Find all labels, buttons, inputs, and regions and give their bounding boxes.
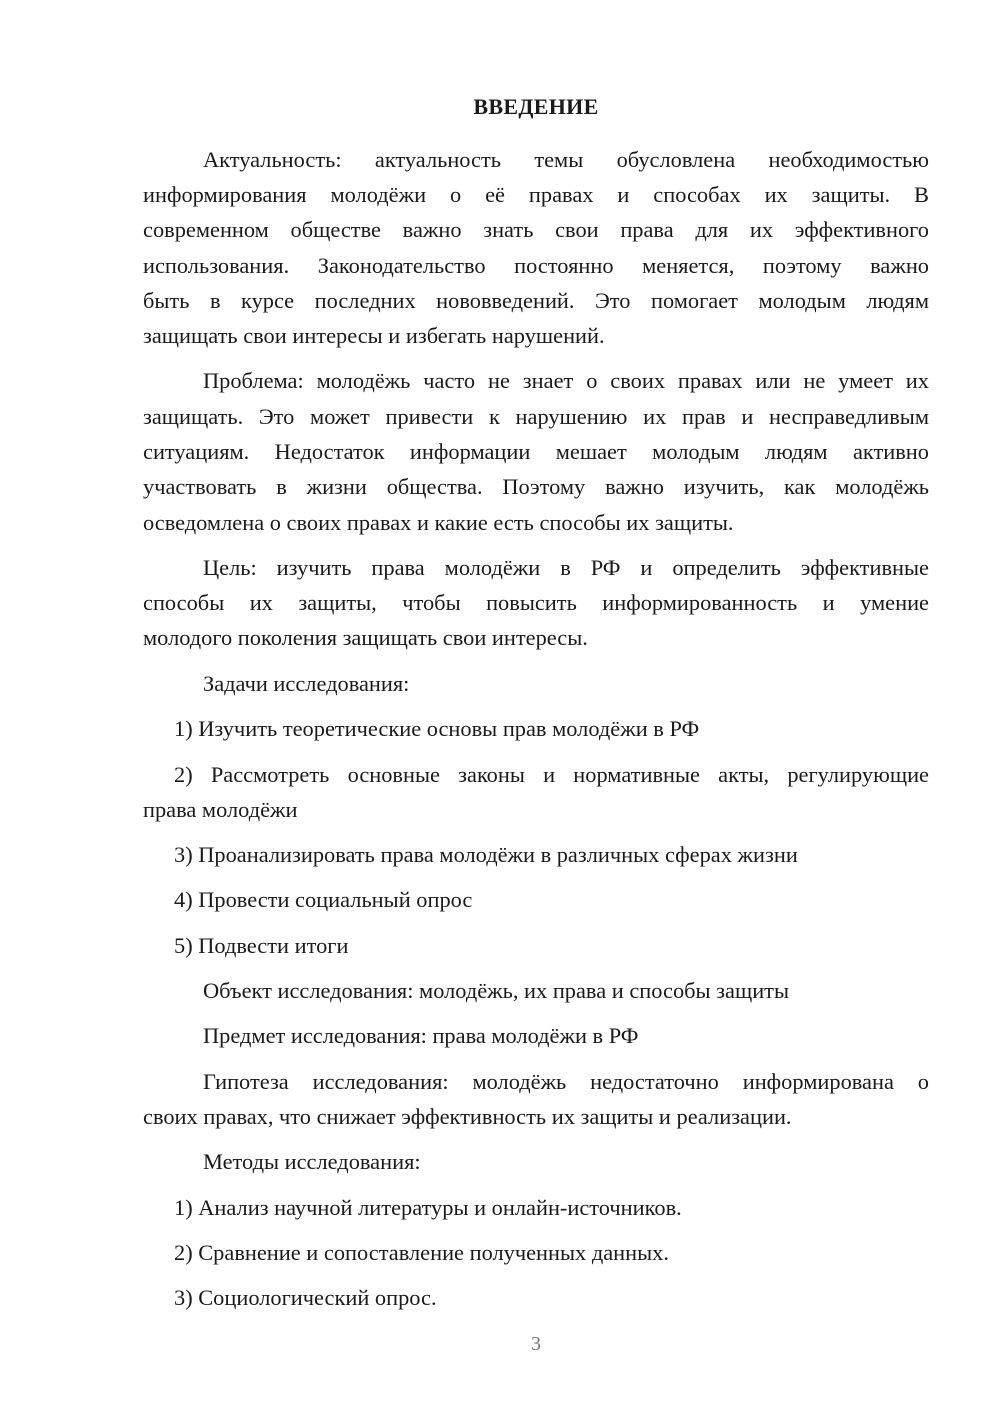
relevance-line-1: Актуальность: актуальность темы обусловлена необходимостью (203, 147, 929, 172)
research-subject: Предмет исследования: права молодёжи в РФ (203, 1023, 639, 1048)
goal-line-3: молодого поколения защищать свои интересы. (143, 625, 588, 650)
methods-heading: Методы исследования: (203, 1149, 421, 1174)
task-item-2-continuation: права молодёжи (143, 797, 298, 822)
goal-line-1: Цель: изучить права молодёжи в РФ и определить эффективные (203, 555, 929, 580)
task-item-2: 2) Рассмотреть основные законы и нормативные акты, регулирующие (174, 762, 929, 787)
relevance-line-5: быть в курсе последних нововведений. Это помогает молодым людям (143, 288, 929, 313)
page-number: 3 (531, 1333, 541, 1355)
method-item-1: 1) Анализ научной литературы и онлайн-источников. (174, 1195, 682, 1220)
relevance-line-6: защищать свои интересы и избегать нарушений. (143, 323, 605, 348)
goal-line-2: способы их защиты, чтобы повысить информированность и умение (143, 590, 929, 615)
page-title: ВВЕДЕНИЕ (473, 94, 599, 119)
relevance-line-2: информирования молодёжи о её правах и способах их защиты. В (143, 182, 929, 207)
method-item-3: 3) Социологический опрос. (174, 1285, 437, 1310)
task-item-1: 1) Изучить теоретические основы прав молодёжи в РФ (174, 716, 700, 741)
task-item-3: 3) Проанализировать права молодёжи в различных сферах жизни (174, 842, 798, 867)
hypothesis-line-2: своих правах, что снижает эффективность их защиты и реализации. (143, 1104, 792, 1129)
problem-line-2: защищать. Это может привести к нарушению их прав и несправедливым (143, 404, 929, 429)
problem-line-3: ситуациям. Недостаток информации мешает молодым людям активно (143, 439, 929, 464)
relevance-line-3: современном обществе важно знать свои права для их эффективного (143, 217, 929, 242)
task-item-4: 4) Провести социальный опрос (174, 887, 473, 912)
problem-line-1: Проблема: молодёжь часто не знает о своих правах или не умеет их (203, 368, 929, 393)
tasks-heading: Задачи исследования: (203, 671, 410, 696)
problem-line-4: участвовать в жизни общества. Поэтому важно изучить, как молодёжь (143, 474, 929, 499)
research-object: Объект исследования: молодёжь, их права и способы защиты (203, 978, 790, 1003)
method-item-2: 2) Сравнение и сопоставление полученных данных. (174, 1240, 669, 1265)
relevance-line-4: использования. Законодательство постоянно меняется, поэтому важно (143, 253, 929, 278)
problem-line-5: осведомлена о своих правах и какие есть способы их защиты. (143, 510, 734, 535)
task-item-5: 5) Подвести итоги (174, 933, 349, 958)
hypothesis-line-1: Гипотеза исследования: молодёжь недостаточно информирована о (203, 1069, 929, 1094)
